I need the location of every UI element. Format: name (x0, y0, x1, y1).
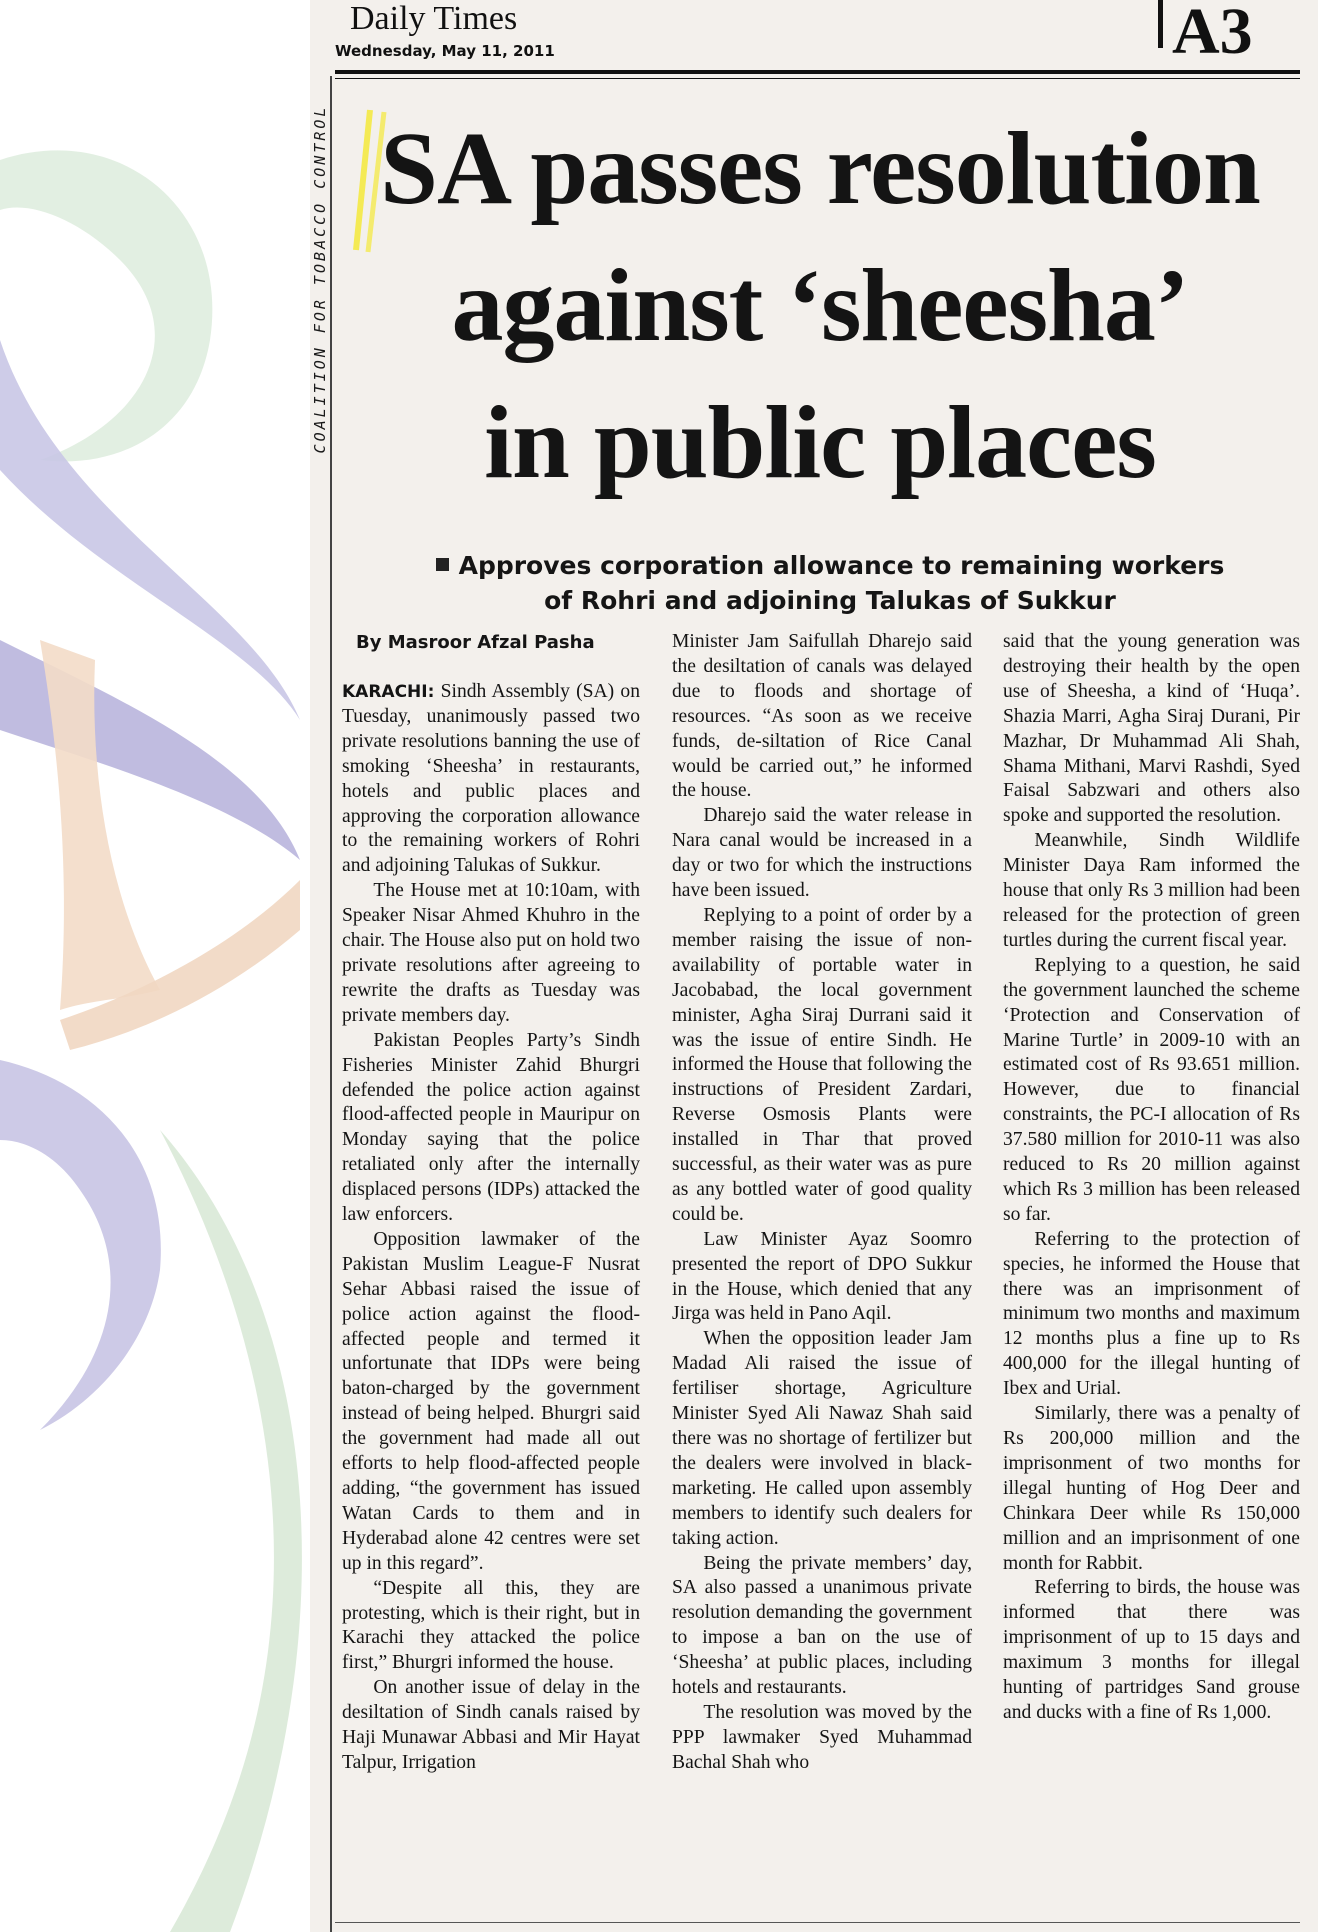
newspaper-name: Daily Times (350, 0, 518, 37)
page-number-text: A3 (1172, 0, 1253, 68)
headline-line: SA passes resolution (380, 111, 1260, 226)
article-paragraph: said that the young generation was destroying their health by the open use of Sheesha, a kind of ‘Huqa’. Shazia Marri, Agha Siraj Durani, Pir Mazhar, Dr Muhammad Ali Shah, Shama Mithani, Marvi Rashdi, Syed Faisal Sabzwari and others also spoke and supported the resolution. (1003, 631, 1300, 827)
article-paragraph: Opposition lawmaker of the Pakistan Muslim League-F Nusrat Sehar Abbasi raised the issue of police action against the flood-affected people and termed it unfortunate that IDPs were being baton-charged by the government instead of being helped. Bhurgri said the government had made all out efforts to help flood-affected people adding, “the government has issued Watan Cards to them and in Hyderabad alone 42 centres were set up in this regard”. (342, 1228, 640, 1574)
article-paragraph: Replying to a point of order by a member raising the issue of non-availability of portable water in Jacobabad, the local government minister, Agha Siraj Durrani said it was the issue of entire Sindh. He informed the House that following the instructions of President Zardari, Reverse Osmosis Plants were installed in Thar that proved successful, as their water was as pure as any bottled water of good quality could be. (672, 904, 972, 1225)
coalition-label-text: COALITION FOR TOBACCO CONTROL (311, 104, 329, 454)
coalition-vertical-label (310, 80, 330, 480)
issue-date: Wednesday, May 11, 2011 (335, 42, 555, 60)
article-deck (360, 548, 1300, 618)
deck-line (360, 548, 1300, 583)
article-column-2 (672, 630, 972, 1776)
article-paragraph: Law Minister Ayaz Soomro presented the report of DPO Sukkur in the House, which denied that any Jirga was held in Pano Aqil. (672, 1228, 972, 1325)
page-number (1158, 0, 1253, 70)
article-paragraph (342, 680, 640, 879)
article-byline: By Masroor Afzal Pasha (356, 632, 595, 653)
article-paragraph: Referring to birds, the house was informed that there was imprisonment of up to 15 days and maximum 3 months for illegal hunting of partridges Sand grouse and ducks with a fine of Rs 1,000. (1003, 1577, 1300, 1723)
bullet-icon (436, 558, 449, 571)
page-bottom-rule (335, 1922, 1300, 1923)
article-paragraph: Being the private members’ day, SA also passed a unanimous private resolution demanding the government to impose a ban on the use of ‘Sheesha’ at public places, including hotels and restaurants. (672, 1552, 972, 1699)
article-paragraph: On another issue of delay in the desiltation of Sindh canals raised by Haji Munawar Abbasi and Mir Hayat Talpur, Irrigation (342, 1677, 640, 1773)
decorative-swoosh-artwork (0, 0, 310, 1932)
article-paragraph: “Despite all this, they are protesting, which is their right, but in Karachi they attacked the police first,” Bhurgri informed the house. (342, 1577, 640, 1674)
article-paragraph: Replying to a question, he said the government launched the scheme ‘Protection and Conservation of Marine Turtle’ in 2009-10 with an estimated cost of Rs 93.651 million. However, due to financial constraints, the PC-I allocation of Rs 37.580 million for 2010-11 was also reduced to Rs 20 million against which Rs 3 million has been released so far. (1003, 954, 1300, 1225)
headline-line: in public places (484, 385, 1156, 500)
column-divider (330, 76, 332, 1932)
article-paragraph: Meanwhile, Sindh Wildlife Minister Daya Ram informed the house that only Rs 3 million had been released for the protection of green turtles during the current fiscal year. (1003, 830, 1300, 951)
dateline: KARACHI: (342, 682, 435, 702)
paragraph-text: Sindh Assembly (SA) on Tuesday, unanimously passed two private resolutions banning the use of smoking ‘Sheesha’ in restaurants, hotels and public places and approving the corporation allowance to the remaining workers of Rohri and adjoining Talukas of Sukkur. (342, 681, 640, 877)
article-paragraph: The House met at 10:10am, with Speaker Nisar Ahmed Khuhro in the chair. The House also put on hold two private resolutions after agreeing to rewrite the drafts as Tuesday was private members day. (342, 880, 640, 1026)
article-paragraph: Minister Jam Saifullah Dharejo said the desiltation of canals was delayed due to floods and shortage of resources. “As soon as we receive funds, de-siltation of Rice Canal would be carried out,” he informed the house. (672, 631, 972, 802)
article-paragraph: Dharejo said the water release in Nara canal would be increased in a day or two for which the instructions have been issued. (672, 805, 972, 902)
article-headline (340, 100, 1300, 511)
article-column-1 (342, 680, 640, 1776)
article-paragraph: The resolution was moved by the PPP lawmaker Syed Muhammad Bachal Shah who (672, 1701, 972, 1773)
article-paragraph: Pakistan Peoples Party’s Sindh Fisheries Minister Zahid Bhurgri defended the police action against flood-affected people in Mauripur on Monday saying that the police retaliated only after the internally displaced persons (IDPs) attacked the law enforcers. (342, 1029, 640, 1226)
deck-line-text: Approves corporation allowance to remaining workers (458, 551, 1225, 580)
deck-line: of Rohri and adjoining Talukas of Sukkur (544, 586, 1116, 615)
headline-line: against ‘sheesha’ (451, 248, 1189, 363)
masthead-rule (335, 70, 1300, 74)
article-paragraph: When the opposition leader Jam Madad Ali raised the issue of fertiliser shortage, Agriculture Minister Syed Ali Nawaz Shah said there was no shortage of fertilizer but the dealers were involved in black-marketing. He called upon assembly members to identify such dealers for taking action. (672, 1328, 972, 1549)
article-column-3 (1003, 630, 1300, 1726)
masthead-rule-thin (335, 78, 1300, 79)
article-paragraph: Referring to the protection of species, he informed the House that there was an imprisonment of minimum two months and maximum 12 months plus a fine up to Rs 400,000 for the illegal hunting of Ibex and Urial. (1003, 1228, 1300, 1400)
article-paragraph: Similarly, there was a penalty of Rs 200,000 million and the imprisonment of two months for illegal hunting of Hog Deer and Chinkara Deer while Rs 150,000 million and an imprisonment of one month for Rabbit. (1003, 1403, 1300, 1574)
